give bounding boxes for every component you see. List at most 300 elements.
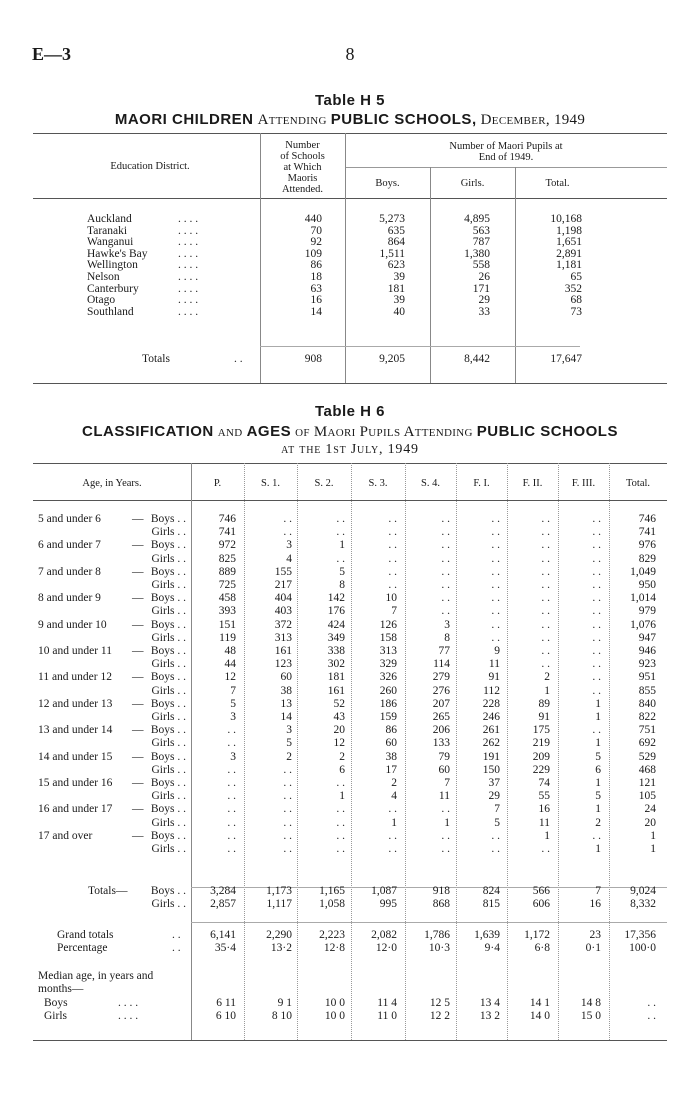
h6-cell: 150: [482, 763, 500, 776]
h6-cell: 3: [286, 724, 292, 737]
h6-cell: . .: [491, 592, 500, 605]
h6-sex-label: Boys . .: [150, 565, 186, 578]
h5-cell-girls: 787: [472, 236, 490, 249]
h6-cell: 77: [438, 645, 450, 657]
h6-cell: 17: [385, 763, 397, 776]
h6-cell: 37: [488, 777, 500, 789]
h6-cell: 606: [532, 898, 550, 911]
dash: —: [132, 697, 144, 710]
h6-cell: 868: [432, 898, 450, 911]
h6-cell: 1,058: [319, 898, 345, 911]
h6-cell: 13: [280, 697, 292, 710]
h5-cell-total: 68: [570, 294, 582, 307]
h5-group-rule: [345, 167, 667, 168]
h6-cell: . .: [441, 552, 450, 565]
h6-cell: 16: [589, 898, 601, 911]
h5-cell-schools: 14: [310, 305, 322, 318]
h6-cell: 13·2: [270, 942, 292, 955]
h5-cell-boys: 39: [393, 294, 405, 307]
h6-cell: 119: [219, 631, 236, 644]
h6-cell: 121: [638, 777, 656, 789]
h6-age-range: 11 and under 12: [38, 671, 112, 684]
table-h6-subtitle: at the 1st July, 1949: [281, 442, 419, 457]
h6-age-range: 7 and under 8: [38, 565, 101, 578]
h5-cell-girls: 26: [478, 271, 490, 283]
h5-cell-schools: 109: [304, 247, 322, 260]
h6-cell: 91: [488, 671, 500, 684]
h6-cell: 246: [482, 711, 500, 723]
h6-cell: 279: [432, 671, 450, 684]
h6-cell: . .: [283, 526, 292, 539]
h6-cell: . .: [592, 565, 601, 578]
dash: —: [132, 645, 144, 657]
leader-dots: . . . .: [118, 1010, 139, 1023]
h6-age-range: 6 and under 7: [38, 539, 101, 552]
h6-cell: . .: [283, 843, 292, 855]
h5-cell-total: 65: [570, 271, 582, 283]
h6-cell: 133: [432, 737, 450, 750]
h6-cell: . .: [647, 1010, 656, 1023]
h6-cell: 1,117: [266, 898, 292, 911]
h6-cell: 1: [391, 816, 397, 829]
h6-cell: 7: [230, 684, 236, 697]
h6-cell: 1,172: [524, 929, 550, 941]
h6-cell: 126: [379, 618, 397, 631]
h6-cell: 458: [218, 592, 236, 605]
h5-cell-boys: 623: [387, 259, 405, 272]
h6-cell: 13 4: [479, 997, 500, 1009]
h6-median-sex: Girls: [44, 1010, 67, 1023]
h6-cell: 2,082: [371, 929, 397, 941]
h6-cell: 12·8: [323, 942, 345, 955]
h6-cell: . .: [592, 552, 601, 565]
h6-title-part-1: CLASSIFICATION: [82, 423, 214, 440]
h5-cell-girls: 1,380: [464, 247, 490, 260]
h6-cell: . .: [388, 526, 397, 539]
h6-cell: 17,356: [624, 929, 656, 941]
h6-cell: 8 10: [271, 1010, 292, 1023]
h6-cell: 4: [391, 790, 397, 803]
h6-cell: 349: [327, 631, 345, 644]
h6-sex-label: Girls . .: [151, 898, 186, 911]
h6-cell: . .: [283, 777, 292, 789]
h6-cell: 815: [482, 898, 500, 911]
h6-cell: 44: [224, 658, 236, 671]
h6-cell: 12 2: [429, 1010, 450, 1023]
h6-sex-label: Boys . .: [150, 885, 186, 897]
h6-cell: 10 0: [324, 997, 345, 1009]
h6-cell: 1: [544, 829, 550, 842]
h6-sex-label: Boys . .: [150, 671, 186, 684]
h6-col-header: S. 3.: [368, 478, 388, 489]
h6-cell: 7: [391, 605, 397, 618]
h6-sex-label: Boys . .: [150, 592, 186, 605]
h6-cell: 824: [482, 885, 500, 897]
h5-top-rule: [33, 133, 667, 134]
h6-cell: . .: [441, 579, 450, 591]
h6-col-header: S. 2.: [314, 478, 334, 489]
h6-cell: 16: [538, 803, 550, 816]
h6-cell: 313: [379, 645, 397, 657]
h6-cell: 1: [544, 684, 550, 697]
h6-cell: 74: [538, 777, 550, 789]
h6-cell: 1,049: [630, 565, 656, 578]
h6-cell: 79: [438, 750, 450, 763]
h6-cell: . .: [227, 829, 236, 842]
h6-sex-label: Girls . .: [151, 684, 186, 697]
h6-cell: 5: [286, 737, 292, 750]
h5-cell-schools: 16: [310, 294, 322, 307]
h6-cell: 14 0: [529, 1010, 550, 1023]
h6-cell: . .: [283, 803, 292, 816]
h5-district-name: Taranaki: [87, 224, 128, 237]
h6-cell: . .: [541, 592, 550, 605]
h5-cell-schools: 63: [310, 282, 322, 295]
h6-cell: 43: [333, 711, 345, 723]
h6-cell: 1: [650, 829, 656, 842]
leader-dots: . . . .: [118, 997, 139, 1009]
h6-cell: . .: [441, 803, 450, 816]
h6-cell: . .: [491, 605, 500, 618]
h6-cell: 12·0: [375, 942, 397, 955]
h6-cell: . .: [283, 513, 292, 525]
h6-cell: . .: [541, 605, 550, 618]
h6-cell: 741: [218, 526, 236, 539]
h6-cell: . .: [592, 684, 601, 697]
h5-cell-schools: 18: [310, 271, 322, 283]
h5-title-part-4: December, 1949: [480, 112, 586, 128]
h5-total-girls: 8,442: [464, 353, 490, 365]
table-h5-label: Table H 5: [314, 92, 386, 109]
h6-cell: . .: [541, 631, 550, 644]
h6-cell: . .: [541, 645, 550, 657]
h6-cell: 15 0: [580, 1010, 601, 1023]
h6-cell: 751: [638, 724, 656, 737]
h6-cell: 1,014: [630, 592, 656, 605]
h6-cell: 11: [538, 816, 550, 829]
h6-cell: . .: [541, 539, 550, 552]
h6-cell: 20: [644, 816, 656, 829]
h5-col-schools: Number of Schools at Which Maoris Attended.: [280, 140, 325, 195]
h6-cell: . .: [336, 829, 345, 842]
h6-cell: 9: [494, 645, 500, 657]
h6-age-range: 15 and under 16: [38, 777, 113, 789]
h6-cell: 3,284: [210, 885, 236, 897]
h6-cell: 114: [433, 658, 450, 671]
h6-cell: 6·8: [534, 942, 550, 955]
h6-cell: . .: [592, 605, 601, 618]
h5-cell-total: 1,651: [556, 236, 582, 249]
dash: —: [132, 750, 144, 763]
h6-cell: 746: [218, 513, 236, 525]
h6-cell: 2: [544, 671, 550, 684]
dash: —: [132, 829, 144, 842]
h6-cell: . .: [227, 790, 236, 803]
h6-cell: 1: [595, 777, 601, 789]
h6-cell: 746: [638, 513, 656, 525]
h6-cell: . .: [592, 579, 601, 591]
h6-cell: 52: [333, 697, 345, 710]
h6-cell: 468: [638, 763, 656, 776]
table-h6-label: Table H 6: [314, 403, 386, 420]
h6-cell: . .: [227, 763, 236, 776]
h6-cell: . .: [491, 843, 500, 855]
h5-title-part-3: PUBLIC SCHOOLS,: [330, 111, 477, 128]
h6-cell: 2: [595, 816, 601, 829]
h6-cell: 206: [432, 724, 450, 737]
leader-dots: . . . .: [178, 213, 199, 225]
h6-cell: 951: [638, 671, 656, 684]
h6-cell: 217: [274, 579, 292, 591]
h6-cell: 12: [333, 737, 345, 750]
h6-cell: 24: [644, 803, 656, 816]
h5-district-name: Hawke's Bay: [87, 247, 148, 260]
h6-cell: 159: [379, 711, 397, 723]
h6-median-sex: Boys: [44, 997, 68, 1009]
h6-cell: 302: [327, 658, 345, 671]
h6-cell: . .: [441, 592, 450, 605]
h6-cell: . .: [491, 565, 500, 578]
leader-dots: . .: [234, 353, 243, 365]
h6-cell: . .: [491, 539, 500, 552]
h6-cell: 976: [638, 539, 656, 552]
h6-cell: 228: [482, 697, 500, 710]
h6-cell: 151: [218, 618, 236, 631]
h6-totals-label: Totals—: [88, 885, 128, 897]
h6-col-header: F. I.: [473, 478, 490, 489]
h6-cell: . .: [388, 579, 397, 591]
h6-sex-label: Boys . .: [150, 829, 186, 842]
h6-cell: 825: [218, 552, 236, 565]
h6-cell: . .: [491, 552, 500, 565]
h6-cell: 13 2: [479, 1010, 500, 1023]
h6-cell: . .: [592, 724, 601, 737]
h6-age-range: 10 and under 11: [38, 645, 112, 657]
h6-cell: 265: [432, 711, 450, 723]
h6-cell: 219: [532, 737, 550, 750]
h6-cell: 2,223: [319, 929, 345, 941]
dash: —: [132, 513, 144, 525]
h6-cell: . .: [592, 658, 601, 671]
h5-cell-girls: 171: [472, 282, 490, 295]
h6-cell: 112: [483, 684, 500, 697]
h5-col-group: Number of Maori Pupils at End of 1949.: [449, 141, 563, 163]
h6-cell: 12: [224, 671, 236, 684]
h6-age-range: 8 and under 9: [38, 592, 101, 605]
h5-cell-boys: 864: [387, 236, 405, 249]
h6-title-part-5: PUBLIC SCHOOLS: [476, 423, 618, 440]
h6-cell: 1: [595, 843, 601, 855]
h6-cell: . .: [491, 526, 500, 539]
h6-cell: 1,173: [266, 885, 292, 897]
h5-cell-girls: 558: [472, 259, 490, 272]
h6-grand-label: Grand totals: [57, 929, 114, 941]
h6-cell: 11 0: [377, 1010, 397, 1023]
h6-cell: 10 0: [324, 1010, 345, 1023]
h6-sex-label: Boys . .: [150, 750, 186, 763]
h6-cell: . .: [227, 777, 236, 789]
h6-cell: . .: [336, 552, 345, 565]
h6-cell: . .: [336, 803, 345, 816]
h6-cell: 35·4: [214, 942, 236, 955]
h6-cell: 11: [438, 790, 450, 803]
h6-cell: 1: [595, 737, 601, 750]
h6-cell: 393: [218, 605, 236, 618]
h5-col-district: Education District.: [110, 161, 190, 172]
h6-cell: 338: [327, 645, 345, 657]
h6-cell: . .: [592, 631, 601, 644]
h6-cell: 155: [274, 565, 292, 578]
h5-cell-girls: 33: [478, 305, 490, 318]
h6-cell: 89: [538, 697, 550, 710]
h6-cell: 329: [379, 658, 397, 671]
h5-total-boys: 9,205: [379, 353, 405, 365]
h5-district-name: Wanganui: [87, 236, 134, 249]
h6-cell: 7: [444, 777, 450, 789]
h6-col-age: Age, in Years.: [82, 478, 142, 489]
h6-sum-rule: [191, 922, 667, 923]
h6-cell: 14: [280, 711, 292, 723]
h6-sex-label: Girls . .: [151, 605, 186, 618]
h6-cell: 313: [274, 631, 292, 644]
h6-cell: 918: [432, 885, 450, 897]
h6-cell: 855: [638, 684, 656, 697]
h6-title-part-2: and: [217, 424, 243, 440]
h5-sum-rule: [260, 346, 580, 347]
h5-cell-boys: 40: [393, 305, 405, 318]
h6-cell: . .: [592, 539, 601, 552]
h6-cell: . .: [592, 513, 601, 525]
h5-total-schools: 908: [304, 353, 322, 365]
h6-cell: . .: [491, 618, 500, 631]
dash: —: [132, 671, 144, 684]
h6-cell: 207: [432, 697, 450, 710]
h6-cell: 6 11: [216, 997, 236, 1009]
h6-cell: . .: [388, 565, 397, 578]
h5-district-name: Southland: [87, 305, 134, 318]
h6-sex-label: Girls . .: [151, 658, 186, 671]
h6-cell: 822: [638, 711, 656, 723]
h6-cell: 161: [274, 645, 292, 657]
h6-age-range: 13 and under 14: [38, 724, 113, 737]
h6-cell: . .: [491, 829, 500, 842]
h6-cell: 725: [218, 579, 236, 591]
h6-cell: 9 1: [277, 997, 292, 1009]
h6-cell: . .: [592, 592, 601, 605]
leader-dots: . . . .: [178, 294, 199, 307]
h6-cell: 9·4: [484, 942, 500, 955]
h6-title-part-4: of Maori Pupils Attending: [295, 424, 473, 440]
h6-cell: . .: [283, 829, 292, 842]
h5-district-name: Nelson: [87, 271, 120, 283]
h6-sex-label: Boys . .: [150, 724, 186, 737]
h6-cell: . .: [592, 671, 601, 684]
h5-district-name: Canterbury: [87, 282, 139, 295]
h6-cell: . .: [388, 843, 397, 855]
h6-cell: . .: [441, 829, 450, 842]
h6-sex-label: Girls . .: [151, 843, 186, 855]
h5-cell-total: 1,181: [556, 259, 582, 272]
h6-cell: 10: [385, 592, 397, 605]
h6-cell: 947: [638, 631, 656, 644]
h6-sex-label: Girls . .: [151, 552, 186, 565]
h5-cell-boys: 5,273: [379, 213, 405, 225]
h6-cell: 4: [286, 552, 292, 565]
h6-cell: 2: [339, 750, 345, 763]
h6-cell: 5: [230, 697, 236, 710]
h6-cell: 8: [444, 631, 450, 644]
h6-cell: 403: [274, 605, 292, 618]
h5-header-rule: [33, 198, 667, 199]
h6-cell: . .: [541, 579, 550, 591]
h5-cell-total: 2,891: [556, 247, 582, 260]
h6-cell: . .: [541, 565, 550, 578]
h6-cell: 829: [638, 552, 656, 565]
h6-cell: . .: [283, 763, 292, 776]
h5-cell-boys: 635: [387, 224, 405, 237]
h6-cell: 10·3: [428, 942, 450, 955]
h6-age-range: 5 and under 6: [38, 513, 101, 525]
h5-title-part-2: Attending: [257, 112, 327, 128]
h5-district-name: Otago: [87, 294, 116, 307]
h6-cell: 11: [488, 658, 500, 671]
h5-cell-boys: 1,511: [379, 247, 405, 260]
h6-age-range: 14 and under 15: [38, 750, 113, 763]
h6-cell: 6: [595, 763, 601, 776]
table-h6-title: [0, 423, 700, 441]
h6-cell: 23: [589, 929, 601, 941]
h5-cell-girls: 29: [478, 294, 490, 307]
h6-sex-label: Boys . .: [150, 697, 186, 710]
h6-cell: 9,024: [630, 885, 656, 897]
h6-cell: . .: [227, 803, 236, 816]
h6-cell: 60: [385, 737, 397, 750]
h6-cell: 972: [218, 539, 236, 552]
h6-cell: 48: [224, 645, 236, 657]
h6-cell: 950: [638, 579, 656, 591]
h6-cell: 1: [339, 539, 345, 552]
h6-cell: 1: [339, 790, 345, 803]
h6-cell: 6,141: [210, 929, 236, 941]
h6-bottom-rule: [33, 1040, 667, 1041]
h6-cell: . .: [336, 777, 345, 789]
h6-sex-label: Girls . .: [151, 737, 186, 750]
h6-cell: . .: [227, 737, 236, 750]
h6-sex-label: Girls . .: [151, 579, 186, 591]
h6-cell: 175: [532, 724, 550, 737]
h6-cell: . .: [388, 803, 397, 816]
h6-cell: 566: [532, 885, 550, 897]
h6-col-header: F. II.: [522, 478, 543, 489]
h6-cell: 3: [286, 539, 292, 552]
h6-cell: 1,165: [319, 885, 345, 897]
h6-cell: 2,857: [210, 898, 236, 911]
h6-cell: 14 8: [580, 997, 601, 1009]
h6-col-header: S. 1.: [261, 478, 280, 489]
h5-cell-schools: 440: [304, 213, 322, 225]
h6-cell: 60: [438, 763, 450, 776]
h6-cell: 8,332: [630, 898, 656, 911]
h6-cell: 692: [638, 737, 656, 750]
h6-cell: 260: [379, 684, 397, 697]
h6-cell: . .: [227, 843, 236, 855]
h6-sex-label: Girls . .: [151, 711, 186, 723]
h6-cell: . .: [491, 579, 500, 591]
h6-sex-label: Girls . .: [151, 790, 186, 803]
h5-title-part-1: MAORI CHILDREN: [114, 111, 254, 128]
h5-cell-schools: 92: [310, 236, 322, 249]
h6-cell: 5: [595, 750, 601, 763]
